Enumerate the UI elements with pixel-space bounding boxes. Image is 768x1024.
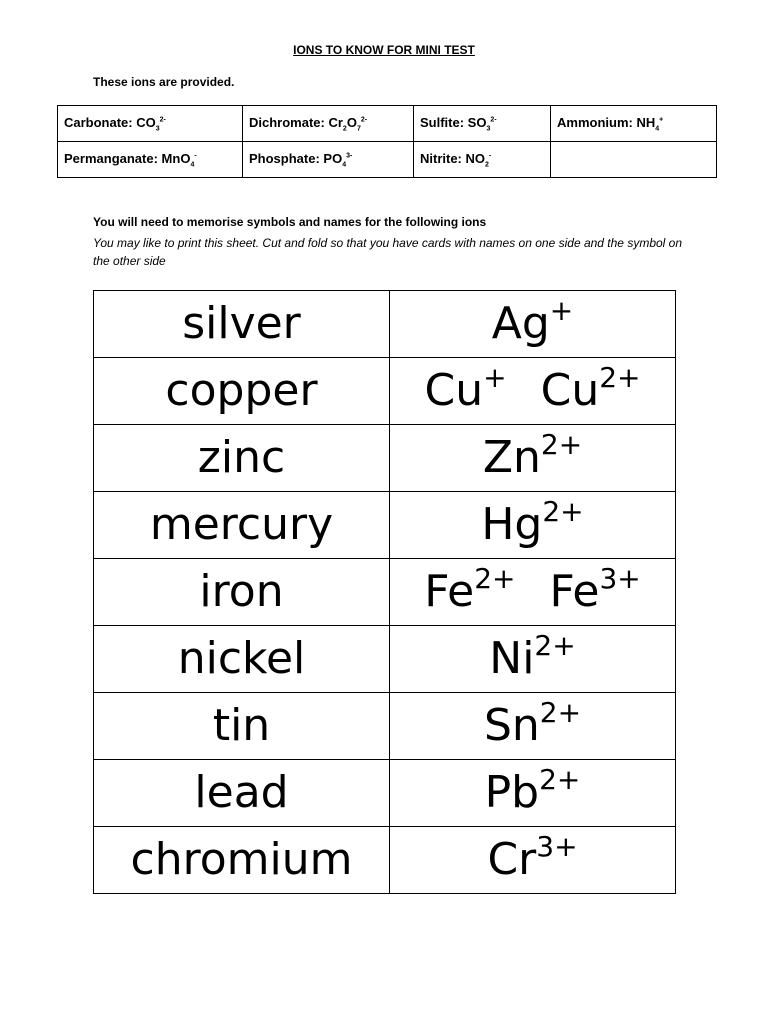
ion-label: Phosphate: (249, 150, 324, 166)
ion-symbol (390, 559, 676, 626)
ion-row (94, 425, 676, 492)
formula-subscript: 2 (342, 125, 347, 133)
ion-row (94, 559, 676, 626)
formula-subscript: 7 (356, 125, 361, 133)
ion-name: chromium (94, 827, 390, 894)
ion-symbol (390, 358, 676, 425)
ion-cards-table (93, 290, 676, 894)
ion-formula: $NO_2^-$ (465, 150, 492, 169)
ion-formula: $NH_4^+$ (636, 114, 664, 133)
ion-row (94, 760, 676, 827)
ion-charge: 3+ (536, 830, 578, 863)
ion-symbol (390, 827, 676, 894)
ion-charge: 2+ (539, 763, 581, 796)
provided-cell (414, 106, 551, 142)
ion-symbol-item: $Sn^{2+}$ (483, 696, 582, 751)
ion-charge: 3+ (599, 562, 641, 595)
ion-name: nickel (94, 626, 390, 693)
ion-formula: $Cr_2O_7^{2-}$ (328, 114, 368, 133)
formula-charge: + (659, 116, 664, 124)
ion-charge: 2+ (542, 495, 584, 528)
ion-charge: 2+ (534, 629, 576, 662)
ion-charge: 2+ (540, 428, 583, 461)
ion-symbol (390, 693, 676, 760)
ion-charge: 2+ (539, 696, 582, 729)
provided-cell (58, 142, 243, 178)
ion-symbol (390, 425, 676, 492)
ion-symbol-item: Cu+ (424, 361, 507, 416)
ion-symbol-item: $Ni^{2+}$ (489, 629, 576, 684)
ion-symbol-item: $Fe^{3+}$ (549, 562, 641, 617)
ion-row (94, 827, 676, 894)
formula-charge: - (194, 152, 197, 160)
ion-label: Sulfite: (420, 114, 468, 130)
ion-name: copper (94, 358, 390, 425)
ion-formula: MnO$_4$- (161, 150, 197, 169)
formula-subscript: 4 (655, 125, 660, 133)
ion-label: Carbonate: (64, 114, 137, 130)
formula-charge: 3- (346, 152, 353, 160)
ion-label: Dichromate: (249, 114, 329, 130)
ion-charge: + (549, 294, 574, 327)
ion-row (94, 291, 676, 358)
provided-cell (551, 142, 717, 178)
ion-symbol-item: $Fe^{2+}$ (424, 562, 516, 617)
provided-cell (243, 142, 414, 178)
ion-symbol-item: $Zn^{2+}$ (482, 428, 583, 483)
ion-label: Ammonium: (557, 114, 637, 130)
ion-name: iron (94, 559, 390, 626)
provided-cell (58, 106, 243, 142)
memorise-heading: You will need to memorise symbols and names for the following ions (93, 215, 487, 229)
ion-symbol (390, 626, 676, 693)
ion-row (94, 626, 676, 693)
provided-row (58, 142, 717, 178)
ion-row (94, 492, 676, 559)
ion-name: zinc (94, 425, 390, 492)
ion-formula: $PO_4^{3-}$ (323, 150, 353, 169)
formula-charge: - (488, 152, 492, 160)
provided-heading: These ions are provided. (93, 75, 235, 89)
formula-charge: 2- (159, 116, 166, 124)
provided-cell (551, 106, 717, 142)
provided-cell (243, 106, 414, 142)
ion-formula: $CO_3^{2-}$ (136, 114, 166, 133)
page-title: IONS TO KNOW FOR MINI TEST (293, 43, 475, 57)
ion-symbol-item: $Pb^{2+}$ (484, 763, 581, 818)
formula-subscript: 3 (155, 125, 160, 133)
ion-symbol (390, 492, 676, 559)
ion-charge: 2+ (599, 361, 641, 394)
ion-name: silver (94, 291, 390, 358)
ion-symbol-item: Ag+ (491, 294, 574, 349)
formula-subscript: 4 (190, 161, 195, 169)
ion-formula: $SO_3^{2-}$ (467, 114, 497, 133)
formula-subscript: 4 (342, 161, 347, 169)
formula-subscript: 3 (486, 125, 491, 133)
ion-name: tin (94, 693, 390, 760)
ion-label: Permanganate: (64, 150, 162, 166)
ion-symbol-item: $Cr^{3+}$ (487, 830, 578, 885)
provided-ions-table (57, 105, 717, 178)
ion-charge: 2+ (474, 562, 516, 595)
ion-label: Nitrite: (420, 150, 466, 166)
ion-name: mercury (94, 492, 390, 559)
ion-row (94, 358, 676, 425)
ion-charge: + (483, 361, 507, 394)
ion-symbol (390, 760, 676, 827)
ion-symbol-item: $Hg^{2+}$ (481, 495, 584, 550)
formula-charge: 2- (490, 116, 497, 124)
ion-row (94, 693, 676, 760)
instructions-text: You may like to print this sheet. Cut and fold so that you have cards with names on one side and the symbol on the other side (93, 236, 683, 268)
provided-row (58, 106, 717, 142)
provided-cell (414, 142, 551, 178)
formula-charge: 2- (360, 116, 368, 124)
formula-subscript: 2 (485, 161, 489, 169)
ion-symbol (390, 291, 676, 358)
ion-symbol-item: $Cu^{2+}$ (540, 361, 641, 416)
ion-name: lead (94, 760, 390, 827)
